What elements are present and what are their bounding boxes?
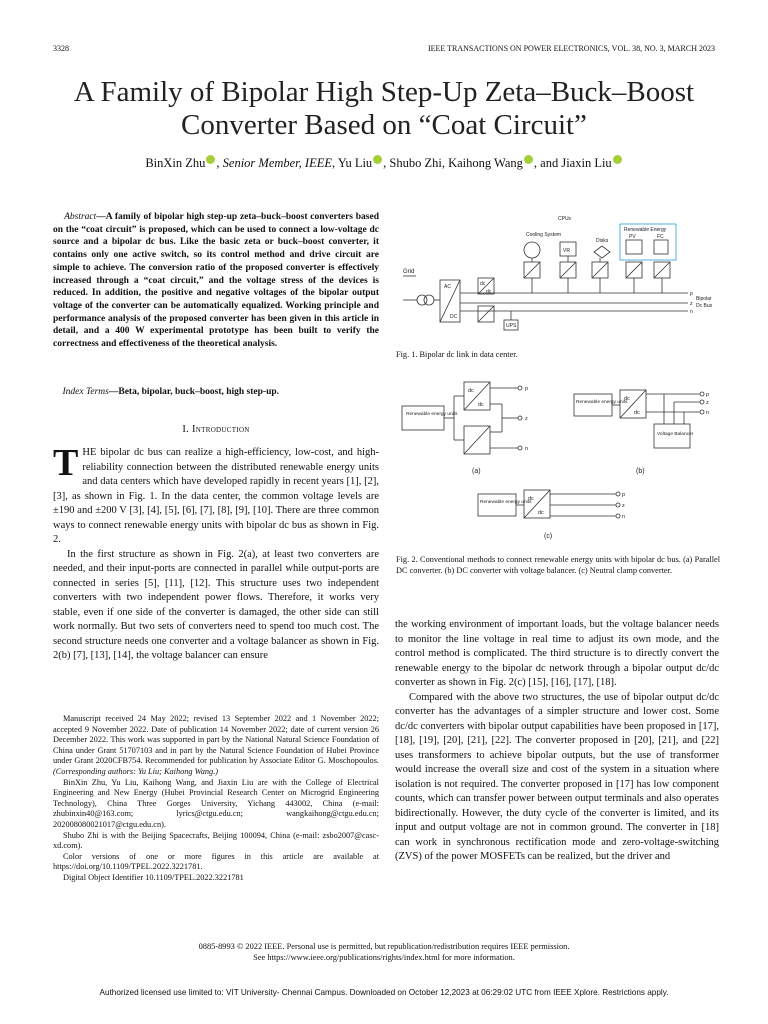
rights-link[interactable]: See https://www.ieee.org/publications/rights/index.html for more information.	[253, 953, 515, 962]
copyright-notice: 0885-8993 © 2022 IEEE. Personal use is permitted, but republication/redistribution requires IEEE permission. See https://www.ieee.org/publications/rights/index.html for more information.	[40, 941, 728, 963]
fig2-caption: Fig. 2. Conventional methods to connect renewable energy units with bipolar dc bus. (a) Parallel DC converter. (b) DC converter with voltage balancer. (c) Neutral clamp converter.	[396, 555, 720, 575]
orcid-icon[interactable]	[373, 155, 382, 164]
fig1-label-fc: FC	[657, 234, 664, 240]
fig1-label-dc-bus: Dc Bus	[696, 303, 713, 309]
fig2b-label-p: p	[706, 392, 710, 398]
fig1-label-p: p	[690, 291, 693, 297]
fig2a-label-p: p	[525, 386, 529, 392]
fig1-label-cpus: CPUs	[558, 216, 572, 222]
figure-1	[398, 208, 723, 343]
fig2c-label-dc-bot: dc	[538, 510, 544, 516]
index-terms-text: —Beta, bipolar, buck–boost, high step-up.	[108, 387, 280, 397]
fig2b-label-renewable: Renewable energy units	[576, 400, 628, 405]
fig2a-label-z: z	[525, 416, 528, 422]
footnote-doi: Digital Object Identifier 10.1109/TPEL.2022.3221781	[63, 872, 244, 882]
author-role: Senior Member, IEEE	[222, 156, 332, 171]
paper-title	[40, 76, 728, 142]
fig1-label-dc: DC	[450, 314, 458, 320]
fig2c-label-z: z	[622, 503, 625, 509]
fig2a-label-dc-top: dc	[468, 388, 474, 394]
body-left-column	[53, 442, 379, 664]
author-name: Yu Liu	[337, 156, 373, 171]
fig2a-label-renewable: Renewable energy units	[406, 412, 458, 417]
footnote-manuscript: Manuscript received 24 May 2022; revised 13 September 2022 and 1 November 2022; accepted 9 November 2022. Date of publication 14 November 2022; date of current version 26 December 2022. This work was supported in part by the National Natural Science Foundation of China under Grant 51707103 and in part by the Natural Science Foundation of Hubei Province under Grant 2020CFB754. Recommended for publication by Associate Editor G. Moschopoulos. (Corresponding authors: Yu Liu; Kaihong Wang.)	[53, 714, 379, 776]
fig2-label-c: (c)	[544, 533, 553, 540]
fig2c-label-dc-top: dc	[528, 496, 534, 502]
fig1-label-bipolar: Bipolar	[696, 296, 712, 302]
title-line-1: A Family of Bipolar High Step-Up Zeta–Buck–Boost	[73, 76, 695, 108]
paragraph: THE bipolar dc bus can realize a high-efficiency, low-cost, and high-reliability connection between the distributed renewable energy units and data centers which have developed rapidly in recent years [1], [2], [3], as shown in Fig. 1. In the data center, the common voltage levels are ±190 and ±200 V [3], [4], [5], [6], [7], [8], [9], [10]. There are three common ways to connect renewable energy units with bipolar dc bus as shown in Fig. 2.	[53, 442, 379, 545]
fig1-label-vr: VR	[563, 248, 570, 254]
fig2b-label-dc-top: dc	[624, 396, 630, 402]
fig2a-label-dc-bot: dc	[478, 402, 484, 408]
authorized-use-notice: Authorized licensed use limited to: VIT University- Chennai Campus. Downloaded on October 12,2023 at 06:29:02 UTC from IEEE Xplore. Restrictions apply.	[99, 988, 669, 997]
fig2b-label-n: n	[706, 410, 710, 416]
footnote-affiliation: Shubo Zhi is with the Beijing Spacecrafts, Beijing 100094, China (e-mail: zsbo2007@casc-xd.com).	[53, 830, 379, 851]
orcid-icon[interactable]	[206, 155, 215, 164]
fig2b-label-z: z	[706, 400, 709, 406]
title-line-2: Converter Based on “Coat Circuit”	[181, 109, 587, 141]
index-terms	[53, 387, 379, 397]
fig1-label-dc-top: dc	[480, 281, 486, 287]
fig1-label-ups: UPS	[506, 323, 517, 329]
fig2b-label-balancer: Voltage Balancer	[657, 432, 694, 437]
author-name: Jiaxin Liu	[561, 156, 612, 171]
fig1-label-n: n	[690, 309, 693, 315]
fig1-label-cooling: Cooling System	[526, 232, 562, 238]
fig2a-label-n: n	[525, 446, 529, 452]
paragraph: Compared with the above two structures, the use of bipolar output dc/dc converter has the advantages of a simpler structure and lower cost. Some dc/dc converters with bipolar output capabilities have been proposed in [17], [18], [19], [20], [21], [22]. The converter proposed in [20], [21], and [22] uses transformers to achieve bipolar outputs, but the use of transformer would increase the overall size and cost of the system in a situation where isolation is not required. The converter proposed in [17] has low component counts, which can transfer power between output terminals and also operates bidirectionally. However, the duty cycle of the converter is limited, and its input and output voltage are not in common ground. The converter in [18] can work in synchronous rectification mode and zero-voltage-switching (ZVS) of the power MOSFETs can be realized, but the driver and	[395, 691, 719, 862]
fig2c-label-n: n	[622, 514, 626, 520]
footnote-color: Color versions of one or more figures in this article are available at https://doi.org/10.1109/TPEL.2022.3221781.	[53, 851, 379, 872]
footnotes	[53, 714, 379, 884]
fig1-label-disks: Disks	[596, 238, 609, 244]
section-heading: I. Introduction	[182, 424, 250, 435]
paragraph: In the first structure as shown in Fig. 2(a), at least two converters are needed, and their input-ports are connected in parallel while output-ports are connected in series [5], [11], [12]. This structure uses two independent converters with two independent power flows. Therefore, it works very stable, even if one side of the converter is damaged, the other side can still work normally. But two sets of converters need to spend too much cost. The second structure needs one converter and a voltage balancer as shown in Fig. 2(b) [7], [13], [14], the voltage balancer can ensure	[53, 548, 379, 661]
fig2-label-b: (b)	[636, 468, 645, 475]
index-terms-lead: Index Terms	[62, 387, 109, 397]
author-name: Shubo Zhi, Kaihong Wang	[389, 156, 523, 171]
abstract-text: —A family of bipolar high step-up zeta–buck–boost converters based on the “coat circuit” is proposed, which can be used to connect a low-voltage dc source and a bipolar dc bus. Like the basic zeta or buck–boost converter, it contains only one active switch, so its control method and drive circuit are simple to achieve. The conversion ratio of the proposed converter is effectively increased through a “coat circuit,” and the voltage stress of the devices is reduced. In addition, the positive and negative voltages of the bipolar output voltage of the converter can be automatically equalized. Working principle and performance analysis of the proposed converter has been given in this article in detail, and a 400 W experimental prototype has been built to verify the correctness and effectiveness of the theoretical analysis.	[53, 212, 379, 350]
fig1-caption: Fig. 1. Bipolar dc link in data center.	[396, 350, 518, 359]
body-right-column	[395, 618, 719, 865]
orcid-icon[interactable]	[613, 155, 622, 164]
fig1-label-dc-bot: dc	[486, 289, 492, 295]
abstract	[53, 211, 379, 351]
journal-header: IEEE TRANSACTIONS ON POWER ELECTRONICS, VOL. 38, NO. 3, MARCH 2023	[427, 44, 715, 53]
fig2b-label-dc-bot: dc	[634, 410, 640, 416]
fig1-label-z: z	[690, 301, 693, 307]
author-list: BinXin Zhu , Senior Member, IEEE, Yu Liu , Shubo Zhi, Kaihong Wang , and Jiaxin Liu	[40, 153, 728, 171]
author-name: BinXin Zhu	[145, 156, 206, 171]
figure-2	[398, 378, 723, 543]
fig2c-label-p: p	[622, 492, 626, 498]
footnote-affiliation: BinXin Zhu, Yu Liu, Kaihong Wang, and Jiaxin Liu are with the College of Electrical Engineering and New Energy (Hubei Provincial Research Center on Microgrid Engineering Technology), China Three Gorges University, Yichang 443002, China (e-mail: zhubinxin40@163.com; lyrics@ctgu.edu.cn; wangkaihong@ctgu.edu.cn; 202008080021017@ctgu.edu.cn).	[53, 777, 379, 829]
page-number: 3328	[53, 44, 69, 53]
fig2c-label-renewable: Renewable energy units	[480, 500, 532, 505]
fig1-label-renewable: Renewable Energy	[624, 227, 667, 233]
fig1-label-pv: PV	[629, 234, 636, 240]
fig2-label-a: (a)	[472, 468, 481, 475]
abstract-lead: Abstract	[64, 212, 97, 222]
paragraph: the working environment of important loads, but the voltage balancer needs to monitor the line voltage in real time to adjust its own mode, and the control method is complicated. The third structure is to directly convert the renewable energy to the bipolar dc network through a bipolar output dc/dc converter as shown in Fig. 2(c) [15], [16], [17], [18].	[395, 619, 719, 688]
orcid-icon[interactable]	[524, 155, 533, 164]
drop-cap: T	[53, 442, 79, 484]
fig1-label-ac: AC	[444, 284, 451, 290]
fig1-label-grid: Grid	[403, 269, 415, 275]
